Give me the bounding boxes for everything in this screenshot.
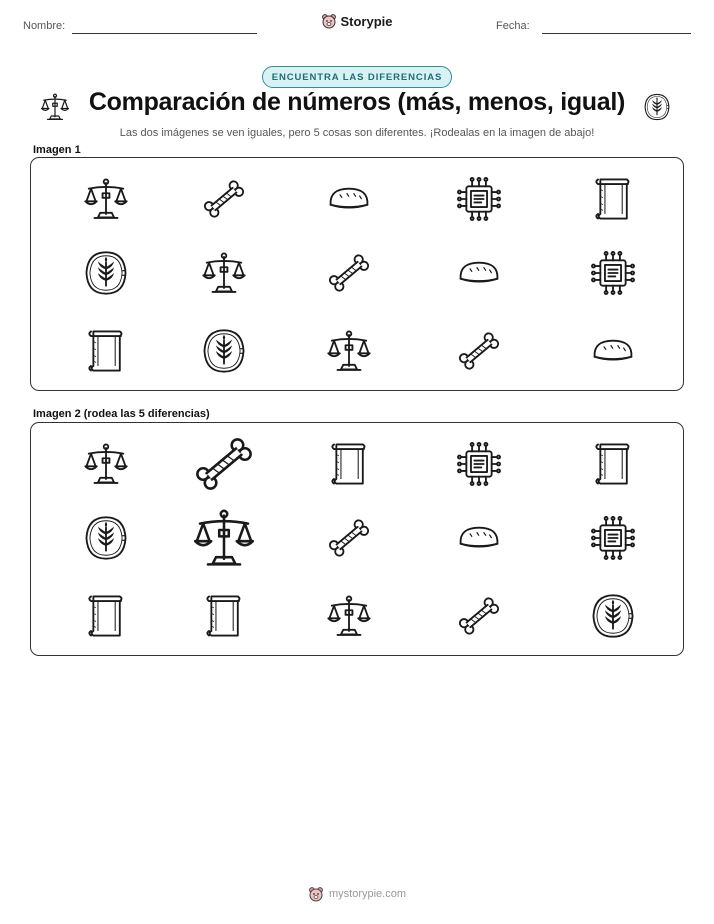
bread-icon [590,328,636,374]
scroll-icon [83,328,129,374]
instructions: Las dos imágenes se ven iguales, pero 5 cosas son diferentes. ¡Rodealas en la imagen de abajo! [119,127,595,139]
grid-cell[interactable] [456,441,502,487]
date-label: Fecha: [496,20,530,32]
bear-mascot-icon [321,13,337,29]
grid-cell[interactable] [83,593,129,639]
grid-cell[interactable] [590,593,636,639]
brand-name: Storypie [340,13,393,29]
balance-scale-icon [40,92,70,127]
balance-scale-icon [326,593,372,639]
grid-cell [83,176,129,222]
grid-cell [326,176,372,222]
microchip-icon [456,176,502,222]
image1-panel [30,157,684,391]
bread-icon [456,515,502,561]
grid-cell [201,328,247,374]
bone-icon [456,328,502,374]
date-line[interactable] [542,33,691,34]
grid-cell [456,176,502,222]
scroll-icon [201,593,247,639]
bone-icon [326,515,372,561]
bone-icon [201,176,247,222]
balance-scale-icon [201,250,247,296]
bone-icon [192,432,256,496]
balance-scale-icon [83,441,129,487]
wheat-badge-icon [590,593,636,639]
grid-cell [326,250,372,296]
image2-label: Imagen 2 (rodea las 5 diferencias) [33,408,210,420]
bone-icon [326,250,372,296]
page-title: Comparación de números (más, menos, igual) [88,88,626,116]
grid-cell [83,328,129,374]
grid-cell [201,250,247,296]
microchip-icon [590,515,636,561]
grid-cell[interactable] [192,432,256,496]
scroll-icon [326,441,372,487]
grid-cell[interactable] [590,441,636,487]
name-label: Nombre: [23,20,66,32]
grid-cell [456,328,502,374]
image1-label: Imagen 1 [33,144,81,156]
grid-cell[interactable] [456,515,502,561]
grid-cell[interactable] [326,515,372,561]
grid-cell [456,250,502,296]
bread-icon [456,250,502,296]
grid-cell [590,328,636,374]
wheat-badge-icon [83,515,129,561]
grid-cell [201,176,247,222]
balance-scale-icon [192,506,256,570]
scroll-icon [590,441,636,487]
footer [0,886,714,902]
wheat-badge-icon [201,328,247,374]
wheat-badge-icon [643,92,671,127]
bread-icon [326,176,372,222]
grid-cell [590,250,636,296]
grid-cell[interactable] [326,441,372,487]
grid-cell[interactable] [83,515,129,561]
grid-cell [326,328,372,374]
grid-cell[interactable] [456,593,502,639]
balance-scale-icon [83,176,129,222]
microchip-icon [456,441,502,487]
grid-cell[interactable] [201,593,247,639]
image2-panel[interactable] [30,422,684,656]
wheat-badge-icon [83,250,129,296]
brand-logo [0,13,714,34]
grid-cell [83,250,129,296]
grid-cell[interactable] [326,593,372,639]
grid-cell[interactable] [192,506,256,570]
grid-cell [590,176,636,222]
grid-cell[interactable] [590,515,636,561]
grid-cell[interactable] [83,441,129,487]
scroll-icon [590,176,636,222]
bone-icon [456,593,502,639]
activity-badge: ENCUENTRA LAS DIFERENCIAS [262,66,452,88]
scroll-icon [83,593,129,639]
balance-scale-icon [326,328,372,374]
bear-mascot-icon [308,886,324,902]
microchip-icon [590,250,636,296]
footer-url[interactable]: mystorypie.com [328,888,407,900]
